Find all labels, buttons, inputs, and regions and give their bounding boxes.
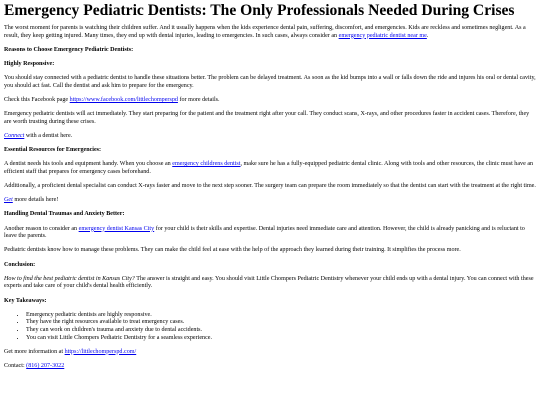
contact-paragraph — [4, 363, 536, 371]
more-info-paragraph — [4, 349, 536, 357]
facebook-after: for more details. — [177, 96, 220, 103]
get-paragraph — [4, 197, 536, 205]
intro-text: The worst moment for parents is watching their children suffer. And it usually happens when the kids experience dental pain, suffering, discomfort, and emergencies. Kids are reckless and sometimes negligent. As a result, they keep getting injured. Many times, they end up with dental injuries, leading to emergencies. In such cases, always consider an — [4, 25, 526, 39]
intro-paragraph — [4, 25, 536, 40]
traumas-paragraph — [4, 226, 536, 241]
traumas-after: for your child is their skills and expertise. Dental injuries need immediate care and attention. However, the child is already panicking and is reluctant to leave the parents. — [4, 225, 525, 240]
resources-paragraph — [4, 161, 536, 176]
facebook-text: Check this Facebook page — [4, 96, 70, 103]
connect-link[interactable]: Connect — [4, 132, 25, 139]
conclusion-answer: The answer is straight and easy. You should visit Little Chompers Pediatric Dentistry whenever your child ends up with a dental injury. You can connect with these experts and take care of your child's dental health efficiently. — [4, 275, 534, 290]
traumas-text: Another reason to consider an — [4, 225, 79, 232]
xray-paragraph: Additionally, a proficient dental specialist can conduct X-rays faster and move to the next step sooner. The surgery team can prepare the room immediately so that the dentist can start with the treatment at the right time. — [4, 183, 536, 190]
more-info-text: Get more information at — [4, 348, 65, 355]
connect-paragraph — [4, 133, 536, 141]
facebook-paragraph — [4, 97, 536, 105]
conclusion-heading: Conclusion: — [4, 261, 36, 268]
act-immediately-paragraph: Emergency pediatric dentists will act immediately. They start preparing for the patient and the treatment right after your call. They conduct scans, X-rays, and other procedures faster in accident cases. Therefore, they are worth trusting during these crises. — [4, 111, 530, 125]
phone-link[interactable]: (816) 207-3022 — [26, 362, 65, 369]
responsive-heading: Highly Responsive: — [4, 60, 55, 67]
contact-text: Contact: — [4, 362, 27, 369]
emergency-childrens-dentist-link[interactable]: emergency childrens dentist — [172, 161, 241, 168]
get-after: more details here! — [12, 197, 59, 204]
list-item: • You can visit Little Chompers Pediatric Dentistry for a seamless experience. — [26, 335, 536, 343]
list-item: • They can work on children's trauma and anxiety due to dental accidents. — [26, 327, 536, 335]
conclusion-question: How to find the best pediatric dentist in Kansas City? — [4, 275, 135, 282]
takeaways-heading: Key Takeaways: — [4, 297, 47, 304]
traumas-heading: Handling Dental Traumas and Anxiety Better: — [4, 211, 125, 218]
resources-heading: Essential Resources for Emergencies: — [4, 147, 102, 154]
reasons-heading: Reasons to Choose Emergency Pediatric Dentists: — [4, 46, 134, 53]
intro-end: . — [426, 32, 429, 39]
get-link[interactable]: Get — [4, 197, 13, 204]
list-item: • Emergency pediatric dentists are highly responsive. — [26, 312, 536, 320]
manage-paragraph: Pediatric dentists know how to manage these problems. They can make the child feel at ease with the help of the approach they learned during their training. It simplifies the process more. — [4, 247, 461, 254]
responsive-paragraph: You should stay connected with a pediatric dentist to handle these situations better. The problem can be delayed treatment. As soon as the kid bumps into a wall or falls down the ride and injures his oral or dental cavity, you should act fast. Call the dentist and ask him to prepare for the emergency. — [4, 75, 536, 89]
takeaways-list — [4, 312, 536, 342]
facebook-link[interactable]: https://www.facebook.com/littlechomperspd — [69, 96, 178, 103]
resources-text: A dentist needs his tools and equipment handy. When you choose an — [4, 161, 173, 168]
connect-after: with a dentist here. — [24, 132, 73, 139]
emergency-dentist-near-me-link[interactable]: emergency pediatric dentist near me — [338, 32, 427, 39]
website-link[interactable]: https://littlechomperspd.com/ — [64, 348, 137, 355]
conclusion-paragraph — [4, 276, 536, 291]
emergency-dentist-kansas-city-link[interactable]: emergency dentist Kansas City — [78, 225, 155, 232]
resources-after: , make sure he has a fully-equipped pediatric dental clinic. Along with tools and other resources, the clinic must have an efficient staff that prepares for emergency cases beforehand. — [4, 161, 534, 175]
page-title: Emergency Pediatric Dentists: The Only Professionals Needed During Crises — [4, 2, 515, 19]
list-item: • They have the right resources available to treat emergency cases. — [26, 319, 536, 327]
